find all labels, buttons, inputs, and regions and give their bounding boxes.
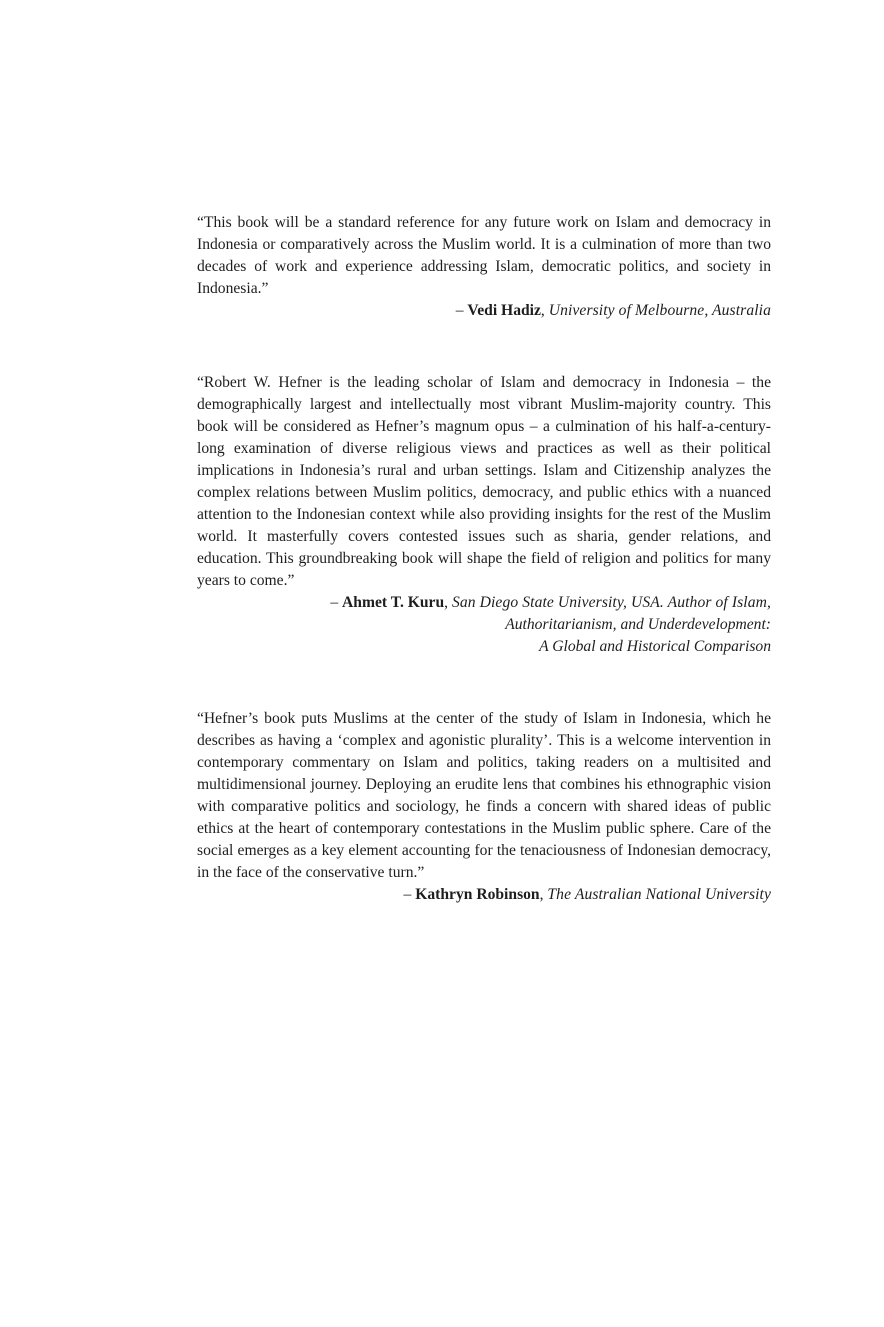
attribution-separator: , (444, 594, 452, 611)
endorsement-robinson (197, 708, 771, 906)
endorsement-quote: “Hefner’s book puts Muslims at the center of the study of Islam in Indonesia, which he describes as having a ‘complex and agonistic plurality’. This is a welcome intervention in contemporary commentary on Islam and politics, taking readers on a multisited and multidimensional journey. Deploying an erudite lens that combines his ethnographic vision with comparative politics and sociology, he finds a concern with shared ideas of public ethics at the heart of contemporary contestations in the Muslim public sphere. Care of the social emerges as a key element accounting for the tenaciousness of Indonesian democracy, in the face of the conservative turn.” (197, 710, 771, 881)
endorser-name: Kathryn Robinson (415, 886, 540, 903)
endorser-affiliation-line-2: Authoritarianism, and Underdevelopment: (505, 616, 771, 633)
attribution-separator: , (540, 302, 549, 319)
endorsement-quote: “Robert W. Hefner is the leading scholar of Islam and democracy in Indonesia – the demographically largest and intellectually most vibrant Muslim-majority country. This book will be considered as Hefner’s magnum opus – a culmination of his half-a-century-long examination of diverse religious views and practices as well as their political implications in Indonesia’s rural and urban settings. Islam and Citizenship analyzes the complex relations between Muslim politics, democracy, and public ethics with a nuanced attention to the Indonesian context while also providing insights for the rest of the Muslim world. It masterfully covers contested issues such as sharia, gender relations, and education. This groundbreaking book will shape the field of religion and politics for many years to come.” (197, 374, 771, 589)
attribution-dash: – (455, 302, 468, 319)
endorsement-kuru (197, 372, 771, 658)
endorsement-attribution (197, 300, 771, 322)
attribution-dash: – (330, 594, 343, 611)
endorsement-attribution (197, 884, 771, 906)
attribution-dash: – (403, 886, 416, 903)
endorser-affiliation: The Australian National University (547, 886, 771, 903)
endorsement-hadiz (197, 212, 771, 322)
endorser-affiliation: University of Melbourne, Australia (548, 302, 771, 319)
endorser-name: Vedi Hadiz (467, 302, 541, 319)
endorser-name: Ahmet T. Kuru (342, 594, 445, 611)
endorsement-attribution (197, 592, 771, 658)
attribution-separator: , (539, 886, 548, 903)
endorsement-quote: “This book will be a standard reference for any future work on Islam and democracy in Indonesia or comparatively across the Muslim world. It is a culmination of more than two decades of work and experience addressing Islam, democratic politics, and society in Indonesia.” (197, 214, 771, 297)
endorser-affiliation: San Diego State University, USA. Author of Islam, (451, 594, 771, 611)
endorser-affiliation-line-3: A Global and Historical Comparison (539, 638, 771, 655)
